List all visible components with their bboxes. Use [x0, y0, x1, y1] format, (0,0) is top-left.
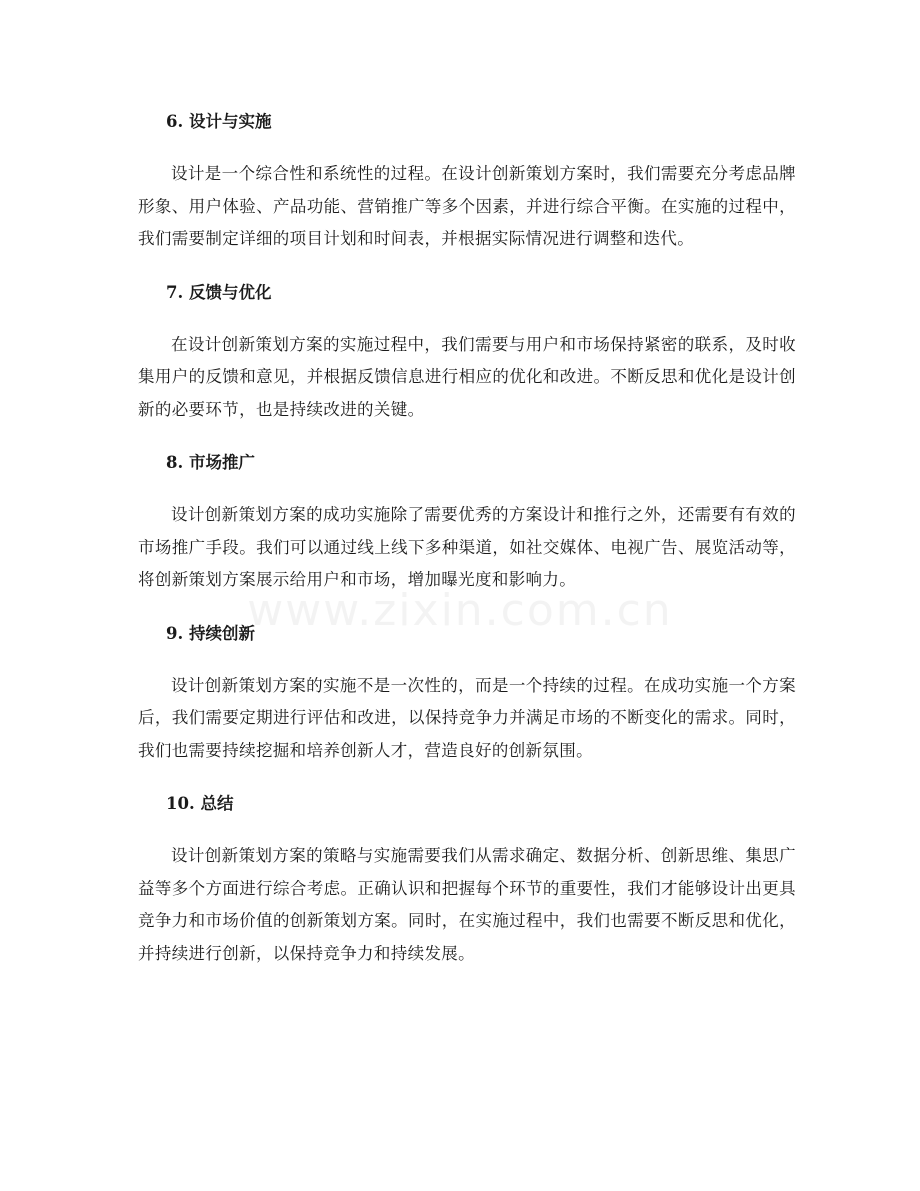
section-paragraph-design-implementation: 设计是一个综合性和系统性的过程。在设计创新策划方案时，我们需要充分考虑品牌形象、用户体验、产品功能、营销推广等多个因素，并进行综合平衡。在实施的过程中，我们需要制定详细的项目计划和时间表，并根据实际情况进行调整和迭代。: [138, 164, 796, 248]
section-heading-summary: 10. 总结: [166, 794, 234, 813]
document-body: [138, 106, 796, 970]
section-heading-market-promotion: 8. 市场推广: [166, 453, 255, 472]
section-heading-continuous-innovation: 9. 持续创新: [166, 623, 255, 643]
section-heading-design-implementation: 6. 设计与实施: [166, 112, 272, 131]
section-paragraph-continuous-innovation: 设计创新策划方案的实施不是一次性的，而是一个持续的过程。在成功实施一个方案后，我们需要定期进行评估和改进，以保持竞争力并满足市场的不断变化的需求。同时，我们也需要持续挖掘和培养创新人才，营造良好的创新氛围。: [138, 675, 796, 760]
watermark-text: www.zixin.com.cn: [247, 585, 673, 636]
section-heading-feedback-optimization: 7. 反馈与优化: [166, 282, 272, 302]
section-paragraph-summary: 设计创新策划方案的策略与实施需要我们从需求确定、数据分析、创新思维、集思广益等多个方面进行综合考虑。正确认识和把握每个环节的重要性，我们才能够设计出更具竞争力和市场价值的创新策划方案。同时，在实施过程中，我们也需要不断反思和优化，并持续进行创新，以保持竞争力和持续发展。: [138, 846, 796, 963]
section-paragraph-market-promotion: 设计创新策划方案的成功实施除了需要优秀的方案设计和推行之外，还需要有有效的市场推广手段。我们可以通过线上线下多种渠道，如社交媒体、电视广告、展览活动等，将创新策划方案展示给用户和市场，增加曝光度和影响力。: [138, 505, 796, 589]
section-paragraph-feedback-optimization: 在设计创新策划方案的实施过程中，我们需要与用户和市场保持紧密的联系，及时收集用户的反馈和意见，并根据反馈信息进行相应的优化和改进。不断反思和优化是设计创新的必要环节，也是持续改进的关键。: [138, 334, 796, 419]
